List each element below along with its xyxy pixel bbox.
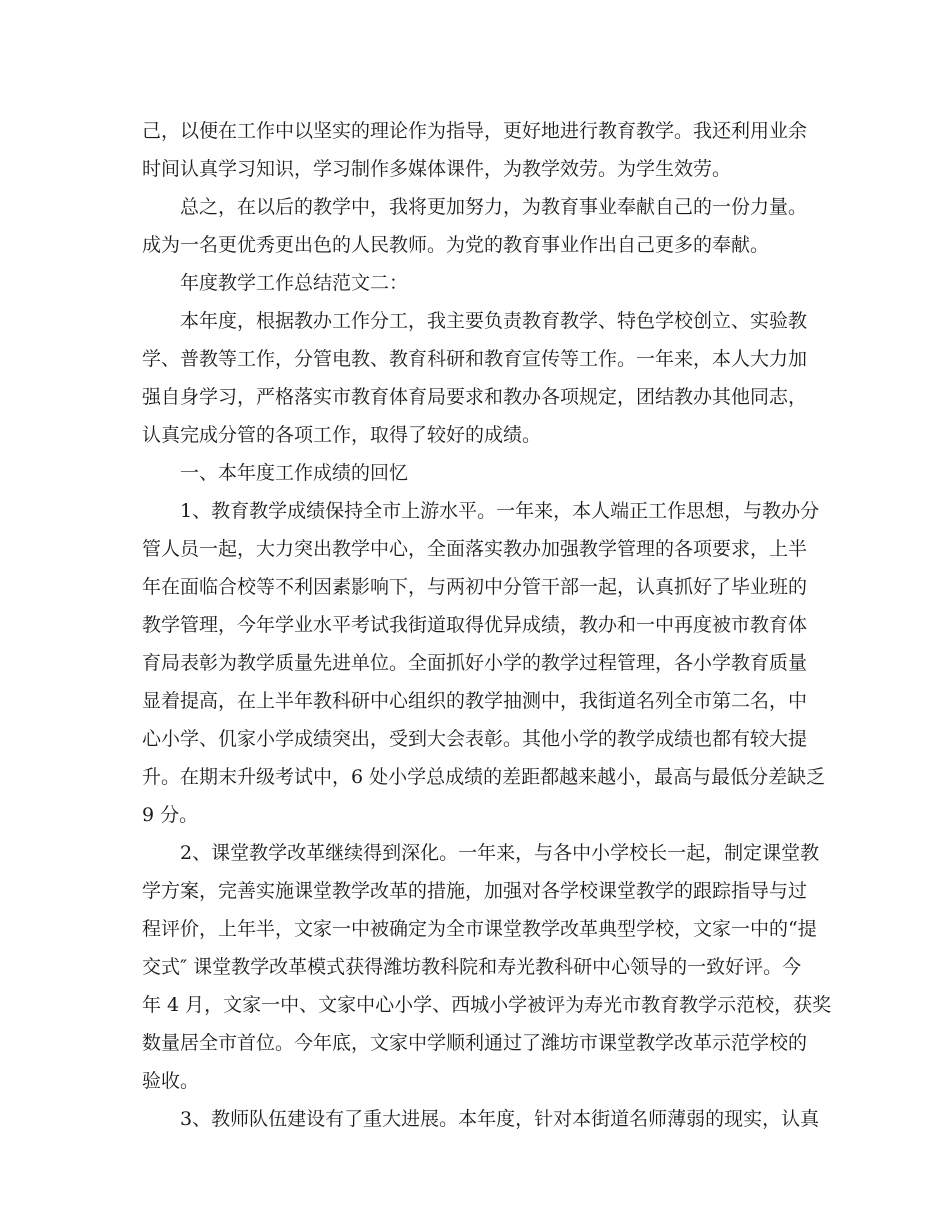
- paragraph-intro: [142, 302, 808, 454]
- text-line: 学、普教等工作，分管电教、教育科研和教育宣传等工作。一年来，本人大力加: [142, 348, 808, 370]
- paragraph-2: [142, 188, 808, 264]
- text-line: 2、课堂教学改革继续得到深化。一年来，与各中小学校长一起，制定课堂教: [180, 842, 820, 864]
- text-line: 9 分。: [142, 804, 199, 826]
- text-line: 认真完成分管的各项工作，取得了较好的成绩。: [142, 424, 542, 446]
- text-line: 管人员一起，大力突出教学中心，全面落实教办加强教学管理的各项要求，上半: [142, 538, 808, 560]
- text-line: 程评价，上年半，文家一中被确定为全市课堂教学改革典型学校，文家一中的“提: [142, 918, 817, 940]
- text-line: 年在面临合校等不利因素影响下，与两初中分管干部一起，认真抓好了毕业班的: [142, 576, 808, 598]
- text-line: 心小学、仉家小学成绩突出，受到大会表彰。其他小学的教学成绩也都有较大提: [142, 728, 808, 750]
- text-line: 交式″ 课堂教学改革模式获得潍坊教科院和寿光教科研中心领导的一致好评。今: [142, 956, 802, 978]
- text-line: 总之，在以后的教学中，我将更加努力，为教育事业奉献自己的一份力量。: [180, 196, 808, 218]
- text-line: 升。在期末升级考试中，6 处小学总成绩的差距都越来越小，最高与最低分差缺乏: [142, 766, 826, 788]
- text-line: 时间认真学习知识，学习制作多媒体课件，为教学效劳。为学生效劳。: [142, 158, 732, 180]
- text-line: 年 4 月，文家一中、文家中心小学、西城小学被评为寿光市教育教学示范校，获奖: [142, 994, 832, 1016]
- text-line: 强自身学习，严格落实市教育体育局要求和教办各项规定，团结教办其他同志，: [142, 386, 808, 408]
- paragraph-item-1: [142, 492, 826, 834]
- text-line: 年度教学工作总结范文二：: [180, 272, 409, 294]
- text-line: 1、教育教学成绩保持全市上游水平。一年来，本人端正工作思想，与教办分: [180, 500, 820, 522]
- text-line: 育局表彰为教学质量先进单位。全面抓好小学的教学过程管理，各小学教育质量: [142, 652, 808, 674]
- text-line: 学方案，完善实施课堂教学改革的措施，加强对各学校课堂教学的跟踪指导与过: [142, 880, 808, 902]
- text-line: 数量居全市首位。今年底，文家中学顺利通过了潍坊市课堂教学改革示范学校的: [142, 1032, 808, 1054]
- document-body: [142, 112, 832, 1138]
- text-line: 验收。: [142, 1070, 200, 1092]
- paragraph-1: [142, 112, 808, 188]
- text-line: 3、教师队伍建设有了重大进展。本年度，针对本街道名师薄弱的现实，认真: [180, 1108, 820, 1130]
- text-line: 教学管理，今年学业水平考试我街道取得优异成绩，教办和一中再度被市教育体: [142, 614, 808, 636]
- text-line: 本年度，根据教办工作分工，我主要负责教育教学、特色学校创立、实验教: [180, 310, 808, 332]
- paragraph-item-3: [142, 1100, 820, 1138]
- text-line: 显着提高，在上半年教科研中心组织的教学抽测中，我街道名列全市第二名，中: [142, 690, 808, 712]
- section-heading-model-two: [142, 264, 808, 302]
- paragraph-item-2: [142, 834, 832, 1100]
- text-line: 己，以便在工作中以坚实的理论作为指导，更好地进行教育教学。我还利用业余: [142, 120, 808, 142]
- subheading-review: [142, 454, 808, 492]
- text-line: 一、本年度工作成绩的回忆: [180, 462, 409, 484]
- text-line: 成为一名更优秀更出色的人民教师。为党的教育事业作出自己更多的奉献。: [142, 234, 770, 256]
